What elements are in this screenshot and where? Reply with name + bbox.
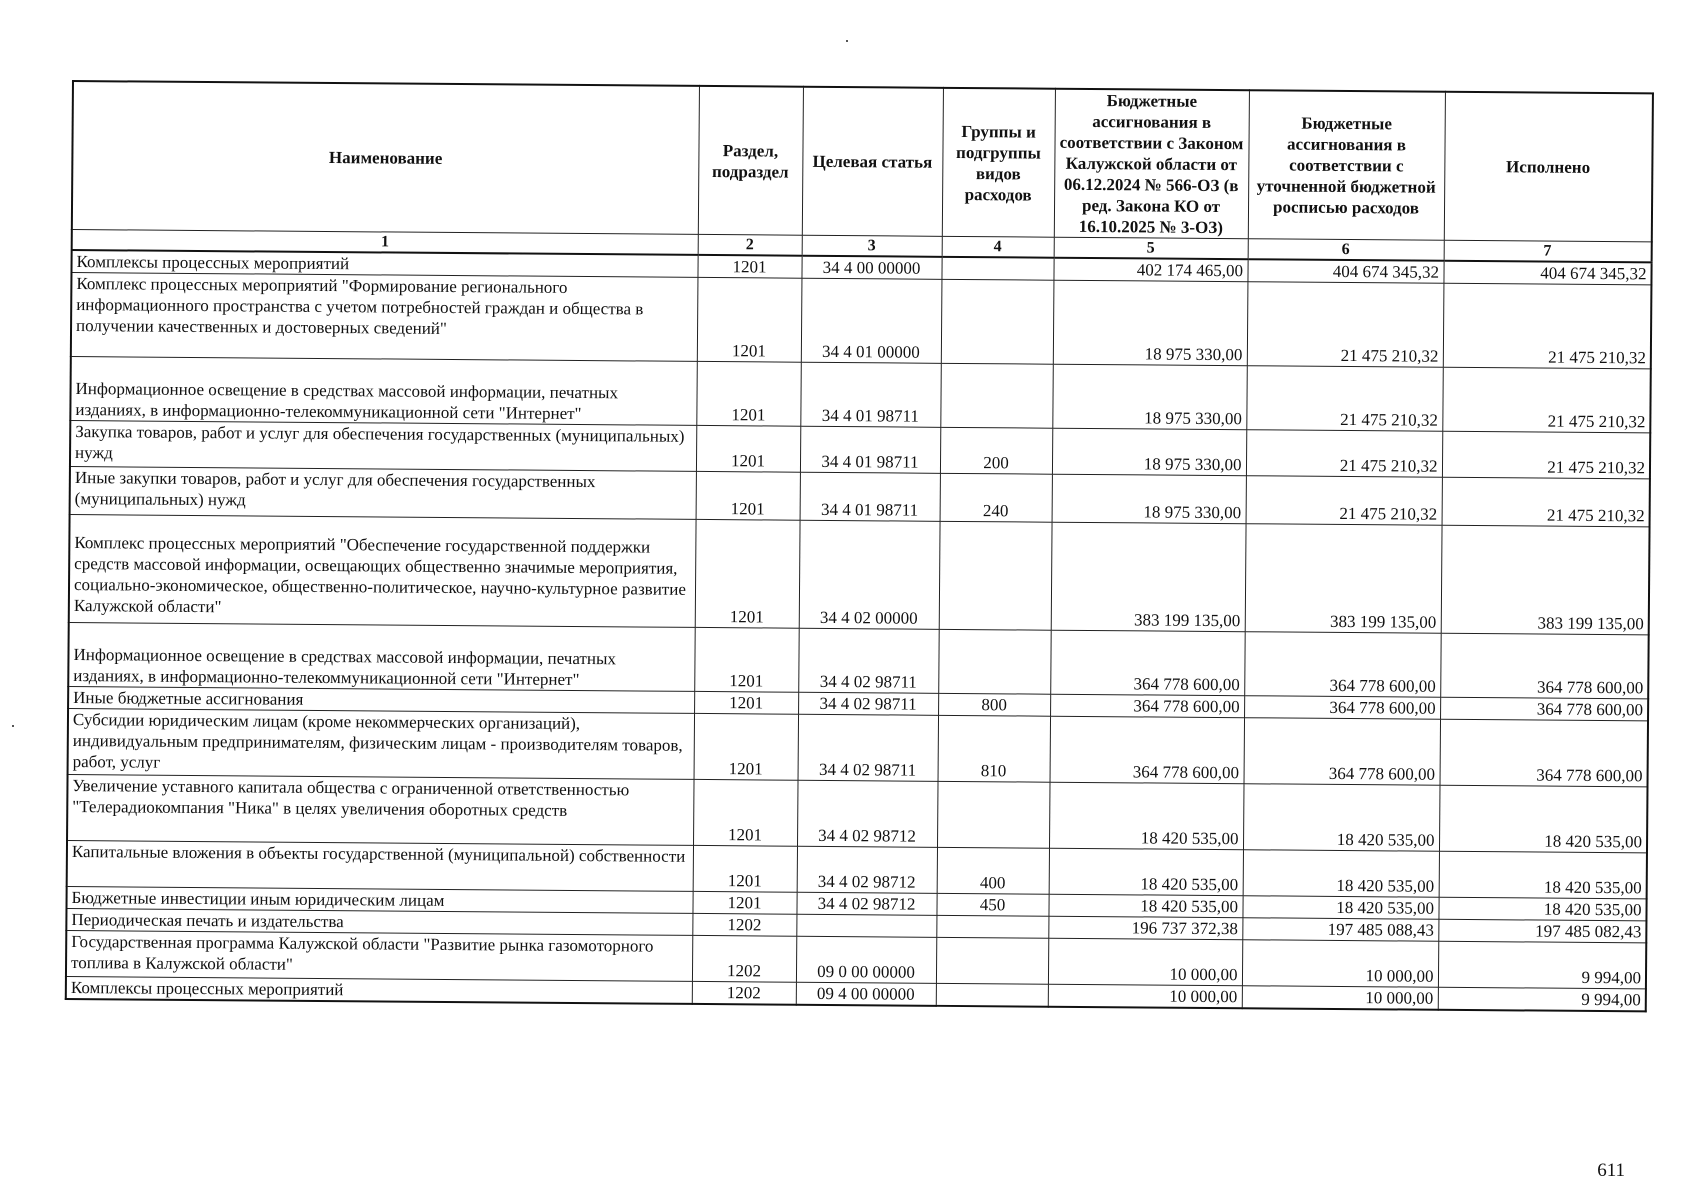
row-revised-amount: 10 000,00	[1242, 940, 1438, 988]
row-target: 34 4 01 00000	[801, 278, 942, 363]
scan-speck	[12, 725, 14, 727]
row-revised-amount: 21 475 210,32	[1247, 282, 1444, 368]
row-section: 1201	[697, 277, 802, 362]
row-revised-amount: 10 000,00	[1242, 986, 1438, 1010]
row-executed-amount: 364 778 600,00	[1440, 633, 1648, 699]
row-group	[936, 937, 1048, 984]
row-law-amount: 364 778 600,00	[1050, 630, 1244, 696]
row-group	[936, 915, 1048, 938]
column-number: 7	[1444, 240, 1652, 262]
row-target: 34 4 02 98712	[796, 892, 936, 915]
row-executed-amount: 18 420 535,00	[1439, 785, 1648, 853]
row-name: Комплекс процессных мероприятий "Формирование регионального информационного пространства с учетом потребностей граждан и общества в получении качественных и достоверных сведений"	[71, 273, 698, 362]
document-sheet	[65, 80, 1652, 1012]
row-law-amount: 18 975 330,00	[1052, 364, 1246, 430]
row-executed-amount: 9 994,00	[1438, 987, 1646, 1011]
row-name: Иные закупки товаров, работ и услуг для обеспечения государственных (муниципальных) нужд	[70, 466, 696, 519]
row-executed-amount: 197 485 082,43	[1438, 919, 1646, 943]
row-section: 1201	[694, 713, 799, 780]
row-section: 1201	[695, 519, 800, 628]
header-target: Целевая статья	[802, 87, 943, 237]
row-revised-amount: 364 778 600,00	[1244, 718, 1441, 786]
row-target: 34 4 02 98711	[798, 714, 939, 781]
row-law-amount: 10 000,00	[1048, 938, 1242, 986]
row-executed-amount: 364 778 600,00	[1440, 697, 1648, 721]
row-section: 1201	[694, 627, 798, 692]
row-revised-amount: 383 199 135,00	[1245, 524, 1442, 634]
row-executed-amount: 21 475 210,32	[1442, 477, 1650, 527]
budget-table	[65, 80, 1654, 1012]
row-law-amount: 364 778 600,00	[1050, 716, 1245, 784]
row-section: 1201	[697, 255, 801, 278]
column-number: 1	[72, 230, 698, 255]
row-group: 810	[938, 715, 1051, 782]
row-executed-amount: 404 674 345,32	[1443, 261, 1651, 285]
row-law-amount: 18 975 330,00	[1052, 428, 1246, 476]
row-law-amount: 18 420 535,00	[1049, 848, 1243, 896]
header-law-alloc: Бюджетные ассигнования в соответствии с Законом Калужской области от 06.12.2024 № 566-ОЗ (в ред. Закона КО от 16.10.2025 № 3-ОЗ)	[1054, 89, 1249, 239]
row-target: 34 4 00 00000	[801, 256, 941, 280]
column-number: 5	[1054, 237, 1248, 259]
row-revised-amount: 21 475 210,32	[1246, 430, 1442, 478]
row-section: 1201	[693, 845, 797, 892]
row-revised-amount: 18 420 535,00	[1243, 850, 1439, 898]
row-law-amount: 18 975 330,00	[1052, 474, 1246, 524]
row-target: 34 4 01 98711	[800, 426, 940, 473]
row-name: Бюджетные инвестиции иным юридическим лицам	[66, 886, 692, 913]
row-executed-amount: 18 420 535,00	[1439, 851, 1647, 899]
row-target: 09 4 00 00000	[796, 982, 936, 1006]
row-executed-amount: 21 475 210,32	[1443, 283, 1652, 369]
header-revised-alloc: Бюджетные ассигнования в соответствии с уточненной бюджетной росписью расходов	[1248, 90, 1445, 240]
row-group	[939, 521, 1052, 630]
row-law-amount: 364 778 600,00	[1050, 694, 1244, 718]
row-section: 1202	[692, 981, 796, 1004]
row-law-amount: 10 000,00	[1048, 984, 1242, 1008]
row-name: Комплексы процессных мероприятий	[66, 976, 692, 1003]
row-executed-amount: 364 778 600,00	[1440, 719, 1649, 787]
row-executed-amount: 383 199 135,00	[1441, 525, 1650, 635]
table-row	[70, 356, 1650, 432]
row-group: 800	[938, 693, 1050, 716]
row-name: Периодическая печать и издательства	[66, 908, 692, 935]
row-law-amount: 18 975 330,00	[1053, 280, 1248, 366]
row-section: 1202	[692, 935, 796, 982]
row-target: 34 4 01 98711	[800, 362, 940, 427]
column-number: 2	[698, 234, 802, 255]
table-row	[69, 514, 1650, 634]
row-law-amount: 402 174 465,00	[1053, 258, 1247, 282]
header-row	[72, 81, 1653, 242]
row-group: 240	[940, 473, 1052, 522]
row-name: Капитальные вложения в объекты государственной (муниципальной) собственности	[67, 840, 693, 891]
row-target: 34 4 02 98711	[798, 628, 938, 693]
row-law-amount: 18 420 535,00	[1049, 782, 1244, 850]
row-section: 1202	[692, 913, 796, 936]
row-revised-amount: 21 475 210,32	[1246, 366, 1442, 432]
column-number: 4	[942, 236, 1054, 257]
row-target: 34 4 01 98711	[800, 472, 940, 521]
row-revised-amount: 18 420 535,00	[1243, 784, 1440, 852]
row-revised-amount: 404 674 345,32	[1247, 259, 1443, 283]
row-group	[937, 781, 1050, 848]
row-group: 400	[937, 847, 1049, 894]
row-group	[938, 629, 1050, 694]
scan-speck	[846, 40, 848, 42]
row-law-amount: 18 420 535,00	[1048, 894, 1242, 918]
table-row	[68, 622, 1648, 698]
row-name: Закупка товаров, работ и услуг для обеспечения государственных (муниципальных) нужд	[70, 420, 696, 471]
row-target: 09 0 00 00000	[796, 936, 936, 983]
row-section: 1201	[692, 891, 796, 914]
row-name: Информационное освещение в средствах массовой информации, печатных изданиях, в информационно-телекоммуникационной сети "Интернет"	[70, 356, 696, 425]
row-section: 1201	[694, 691, 798, 714]
row-revised-amount: 18 420 535,00	[1242, 896, 1438, 920]
column-number: 3	[802, 235, 942, 257]
row-section: 1201	[696, 471, 800, 520]
row-section: 1201	[693, 779, 798, 846]
header-name: Наименование	[72, 81, 699, 234]
row-name: Информационное освещение в средствах массовой информации, печатных изданиях, в информационно-телекоммуникационной сети "Интернет"	[68, 622, 694, 691]
row-executed-amount: 21 475 210,32	[1442, 367, 1650, 433]
row-name: Иные бюджетные ассигнования	[68, 686, 694, 713]
column-number: 6	[1248, 239, 1444, 261]
table-row	[67, 774, 1647, 852]
row-executed-amount: 18 420 535,00	[1438, 897, 1646, 921]
row-group: 450	[936, 893, 1048, 916]
row-law-amount: 383 199 135,00	[1051, 522, 1246, 632]
row-name: Увеличение уставного капитала общества с ограниченной ответственностью "Телерадиокомпания "Ника" в целях увеличения оборотных средств	[67, 774, 693, 845]
row-revised-amount: 364 778 600,00	[1244, 696, 1440, 720]
table-row	[68, 708, 1648, 786]
row-target: 34 4 02 98712	[797, 846, 937, 893]
row-executed-amount: 21 475 210,32	[1442, 431, 1650, 479]
header-executed: Исполнено	[1444, 92, 1653, 242]
row-group	[936, 983, 1048, 1006]
row-name: Субсидии юридическим лицам (кроме некоммерческих организаций), индивидуальным предпринимателям, физическим лицам - производителям товаров, работ, услуг	[68, 708, 694, 779]
table-row	[71, 273, 1652, 369]
row-section: 1201	[696, 425, 800, 472]
row-target: 34 4 02 98711	[798, 692, 938, 715]
page-number: 611	[1597, 1160, 1625, 1181]
row-section: 1201	[696, 361, 800, 426]
row-group	[941, 257, 1053, 280]
row-group: 200	[940, 427, 1052, 474]
header-section: Раздел, подраздел	[698, 86, 803, 235]
header-groups: Группы и подгруппы видов расходов	[942, 88, 1055, 237]
row-revised-amount: 364 778 600,00	[1244, 632, 1440, 698]
row-law-amount: 196 737 372,38	[1048, 916, 1242, 940]
row-target	[796, 914, 936, 937]
row-target: 34 4 02 00000	[799, 520, 940, 629]
row-name: Комплекс процессных мероприятий "Обеспечение государственной поддержки средств массовой информации, освещающих общественно значимые мероприятия, социально-экономическое, общественно-политическое, научно-культурное развитие Калужской области"	[69, 514, 696, 627]
row-name: Государственная программа Калужской области "Развитие рынка газомоторного топлива в Калужской области"	[66, 930, 692, 981]
row-group	[941, 279, 1054, 364]
row-revised-amount: 197 485 088,43	[1242, 918, 1438, 942]
row-target: 34 4 02 98712	[797, 780, 938, 847]
row-executed-amount: 9 994,00	[1438, 941, 1646, 989]
row-revised-amount: 21 475 210,32	[1246, 476, 1442, 526]
row-group	[940, 363, 1052, 428]
row-name: Комплексы процессных мероприятий	[71, 250, 697, 277]
